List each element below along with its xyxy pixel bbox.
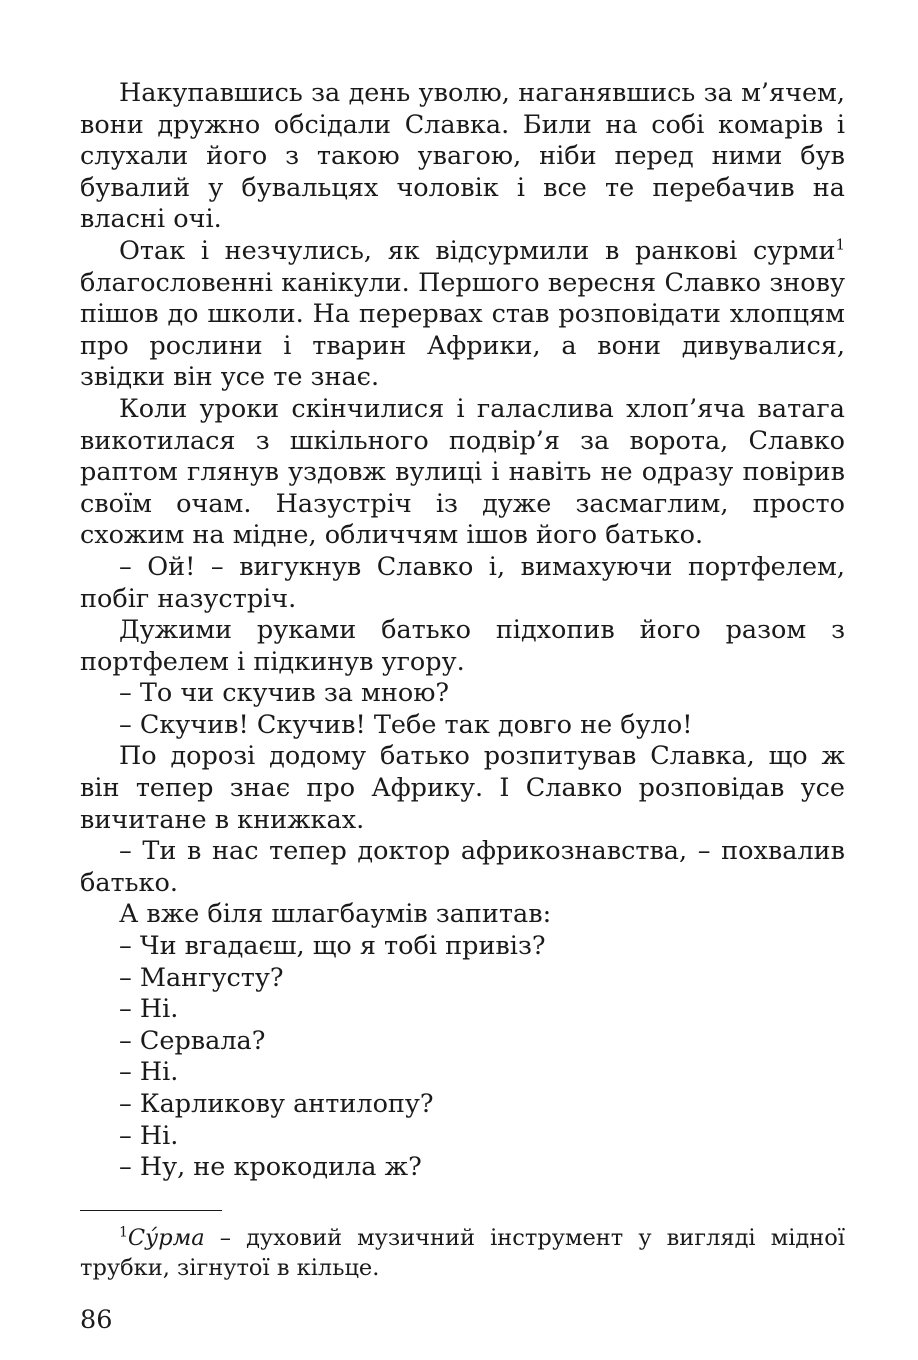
paragraph-14: – Сервала? [119, 1025, 266, 1056]
book-page [80, 78, 845, 1335]
footnote-definition: – духовий музичний інструмент у вигляді мідної трубки, зігнутої в кільце. [80, 1224, 845, 1281]
paragraph-16: – Карликову антилопу? [119, 1089, 434, 1119]
paragraph-12: – Мангусту? [119, 962, 284, 993]
paragraph-3: Коли уроки скінчилися і галаслива хлоп’яча ватага викотилася з шкільного подвір’я за ворота, Славко раптом глянув уздовж вулиці і навіть не одразу повірив своїм очам. Назустріч із дуже засмаглим, просто схожим на мідне, обличчям ішов його батько. [80, 393, 845, 551]
paragraph-8: По дорозі додому батько розпитував Славка, що ж він тепер знає про Африку. І Славко розповідав усе вичитане в книжках. [80, 741, 845, 835]
paragraph-1: Накупавшись за день уволю, наганявшись за м’ячем, вони дружно обсідали Славка. Били на собі комарів і слухали його з такою увагою, ніби перед ними був бувалий у бувальцях чоловік і все те перебачив на власні очі. [80, 78, 845, 235]
paragraph-9: – Ти в нас тепер доктор африкознавства, – похвалив батько. [80, 836, 845, 898]
paragraph-17: – Ні. [119, 1120, 179, 1151]
paragraph-6: – То чи скучив за мною? [119, 678, 450, 709]
paragraph-10: А вже біля шлагбаумів запитав: [119, 899, 552, 930]
footnote-divider [80, 1210, 222, 1211]
paragraph-5: Дужими руками батько підхопив його разом з портфелем і підкинув угору. [80, 615, 845, 677]
paragraph-13: – Ні. [119, 994, 179, 1025]
page-number: 86 [80, 1304, 113, 1335]
main-text [80, 78, 845, 1184]
paragraph-7: – Скучив! Скучив! Тебе так довго не було! [119, 709, 693, 740]
footnote [80, 1223, 845, 1283]
paragraph-18: – Ну, не крокодила ж? [119, 1152, 422, 1183]
paragraph-15: – Ні. [119, 1057, 179, 1088]
paragraph-4: – Ой! – вигукнув Славко і, вимахуючи портфелем, побіг назустріч. [80, 551, 845, 614]
footnote-marker: 1 [119, 1224, 128, 1241]
footnote-term: Су́рма [127, 1224, 205, 1251]
paragraph-11: – Чи вгадаєш, що я тобі привіз? [119, 931, 546, 962]
paragraph-2: Отак і незчулись, як відсурмили в ранкові сурми$^1$ благословенні канікули. Першого вересня Славко знову пішов до школи. На перервах став розповідати хлопцям про рослини і тварин Африки, а вони дивувалися, звідки він усе те знає. [80, 235, 845, 393]
footnote-reference[interactable]: 1 [835, 235, 845, 254]
